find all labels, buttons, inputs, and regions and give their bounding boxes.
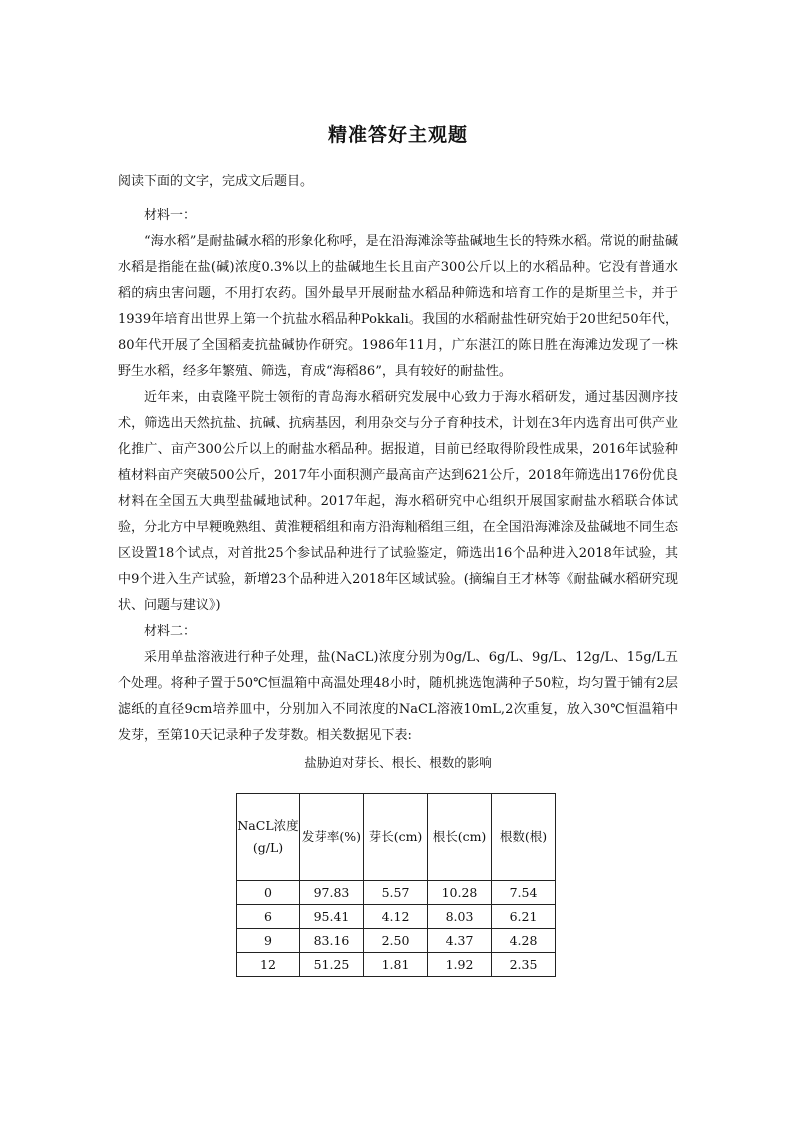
table-cell: 1.92 xyxy=(428,953,492,977)
table-cell: 9 xyxy=(237,929,300,953)
table-cell: 10.28 xyxy=(428,881,492,905)
table-row xyxy=(237,953,556,977)
instructions: 阅读下面的文字，完成文后题目。 xyxy=(118,174,314,189)
table-caption: 盐胁迫对芽长、根长、根数的影响 xyxy=(304,755,492,770)
table-cell: 4.12 xyxy=(364,905,428,929)
table-row xyxy=(237,881,556,905)
header-nacl-concentration: NaCL浓度(g/L) xyxy=(237,794,300,881)
table-header-row xyxy=(237,794,556,881)
table-cell: 7.54 xyxy=(492,881,556,905)
header-germination-rate: 发芽率(%) xyxy=(300,794,364,881)
table-cell: 4.28 xyxy=(492,929,556,953)
header-root-count: 根数(根) xyxy=(492,794,556,881)
table-cell: 0 xyxy=(237,881,300,905)
salt-stress-table xyxy=(236,793,556,977)
table-cell: 5.57 xyxy=(364,881,428,905)
table-cell: 2.35 xyxy=(492,953,556,977)
table-cell: 1.81 xyxy=(364,953,428,977)
table-row xyxy=(237,929,556,953)
material-1-paragraph-1: “海水稻”是耐盐碱水稻的形象化称呼，是在沿海滩涂等盐碱地生长的特殊水稻。常说的耐盐碱水稻是指能在盐(碱)浓度0.3%以上的盐碱地生长且亩产300公斤以上的水稻品种。它没有普通水稻的病虫害问题，不用打农药。国外最早开展耐盐水稻品种筛选和培育工作的是斯里兰卡，并于1939年培育出世界上第一个抗盐水稻品种Pokkali。我国的水稻耐盐性研究始于20世纪50年代，80年代开展了全国稻麦抗盐碱协作研究。1986年11月，广东湛江的陈日胜在海滩边发现了一株野生水稻，经多年繁殖、筛选，育成“海稻86”，具有较好的耐盐性。 xyxy=(118,234,678,379)
table-cell: 8.03 xyxy=(428,905,492,929)
table-cell: 12 xyxy=(237,953,300,977)
material-2-paragraph-1: 采用单盐溶液进行种子处理，盐(NaCL)浓度分别为0g/L、6g/L、9g/L、12g/L、15g/L五个处理。将种子置于50℃恒温箱中高温处理48小时，随机挑选饱满种子50粒，均匀置于铺有2层滤纸的直径9cm培养皿中，分别加入不同浓度的NaCL溶液10mL,2次重复，放入30℃恒温箱中发芽，至第10天记录种子发芽数。相关数据见下表: xyxy=(118,650,678,743)
header-shoot-length: 芽长(cm) xyxy=(364,794,428,881)
material-2-label: 材料二： xyxy=(144,624,197,639)
header-root-length: 根长(cm) xyxy=(428,794,492,881)
document-page xyxy=(118,120,678,977)
table-cell: 95.41 xyxy=(300,905,364,929)
table-cell: 4.37 xyxy=(428,929,492,953)
table-row xyxy=(237,905,556,929)
material-1-label: 材料一： xyxy=(144,208,197,223)
table-cell: 6 xyxy=(237,905,300,929)
table-cell: 83.16 xyxy=(300,929,364,953)
table-cell: 6.21 xyxy=(492,905,556,929)
document-title: 精准答好主观题 xyxy=(327,124,468,146)
material-1-paragraph-2: 近年来，由袁隆平院士领衔的青岛海水稻研究发展中心致力于海水稻研发，通过基因测序技术，筛选出天然抗盐、抗碱、抗病基因，利用杂交与分子育种技术，计划在3年内选育出可供产业化推广、亩产300公斤以上的耐盐水稻品种。据报道，目前已经取得阶段性成果，2016年试验种植材料亩产突破500公斤，2017年小面积测产最高亩产达到621公斤，2018年筛选出176份优良材料在全国五大典型盐碱地试种。2017年起，海水稻研究中心组织开展国家耐盐水稻联合体试验，分北方中早粳晚熟组、黄淮粳稻组和南方沿海籼稻组三组，在全国沿海滩涂及盐碱地不同生态区设置18个试点，对首批25个参试品种进行了试验鉴定，筛选出16个品种进入2018年试验，其中9个进入生产试验，新增23个品种进入2018年区域试验。(摘编自王才林等《耐盐碱水稻研究现状、问题与建议》) xyxy=(118,390,678,613)
table-cell: 2.50 xyxy=(364,929,428,953)
table-cell: 97.83 xyxy=(300,881,364,905)
table-cell: 51.25 xyxy=(300,953,364,977)
